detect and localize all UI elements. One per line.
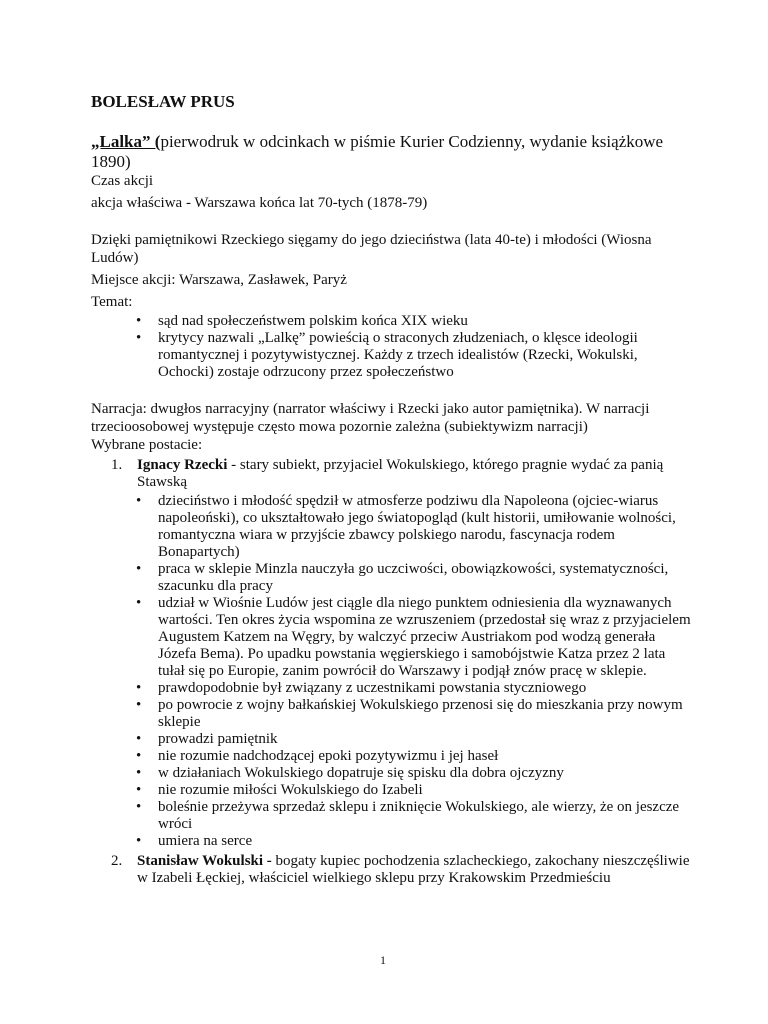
theme-label: Temat: [91,294,133,310]
character-number: 2. [111,853,123,869]
work-lead [91,132,691,172]
character-description: - stary subiekt, przyjaciel Wokulskiego, którego pragnie wydać za panią Stawską [137,457,664,490]
character-name: Ignacy Rzecki [137,457,228,473]
spacer [91,381,691,400]
characters-label: Wybrane postacie: [91,437,203,453]
place-line: Miejsce akcji: Warszawa, Zasławek, Paryż [91,272,347,288]
trait-item: • udział w Wiośnie Ludów jest ciągle dla niego punktem odniesienia dla wyznawanych wartości. Ten okres życia wspomina ze wzruszeniem (przedostał się wraz z przyjacielem Augustem Katzem na Węgry, by walczyć przeciw Austriakom pod wodzą generała Józefa Bema). Po upadku powstania węgierskiego i samobójstwie Katza przez 2 lata tułał się po Europie, zanim powrócił do Warszawy i podjął znów pracę w sklepie. [158,595,691,680]
trait-item: • praca w sklepie Minzla nauczyła go uczciwości, obowiązkowości, systematyczności, szacunku dla pracy [158,561,691,595]
trait-item: • prowadzi pamiętnik [158,731,691,748]
document-page [91,92,691,887]
characters-list [91,457,691,887]
work-title: „Lalka” ( [91,132,161,151]
trait-item: • umiera na serce [158,833,691,850]
theme-item: • krytycy nazwali „Lalkę” powieścią o straconych złudzeniach, o klęsce ideologii romantycznej i pozytywistycznej. Każdy z trzech idealistów (Rzecki, Wokulski, Ochocki) zostaje odrzucony przez społeczeństwo [158,330,691,381]
character-traits [137,493,691,850]
time-label: Czas akcji [91,173,154,189]
theme-list [91,313,691,381]
character-number: 1. [111,457,123,473]
character-entry [111,853,691,887]
trait-item: • w działaniach Wokulskiego dopatruje się spisku dla dobra ojczyzny [158,765,691,782]
trait-item: • dzieciństwo i młodość spędził w atmosferze podziwu dla Napoleona (ojciec-wiarus napoleoński), co ukształtowało jego światopogląd (kult historii, umiłowanie wolności, romantyczna wiara w przyjście zbawcy polskiego narodu, fascynacja rodem Bonapartych) [158,493,691,561]
trait-item: • nie rozumie miłości Wokulskiego do Izabeli [158,782,691,799]
trait-item: • boleśnie przeżywa sprzedaż sklepu i zniknięcie Wokulskiego, ale wierzy, że on jeszcze wróci [158,799,691,833]
page-number: 1 [380,953,386,967]
author-title: BOLESŁAW PRUS [91,92,235,111]
character-name: Stanisław Wokulski - [137,853,272,869]
trait-item: • nie rozumie nadchodzącej epoki pozytywizmu i jej haseł [158,748,691,765]
trait-item: • prawdopodobnie był związany z uczestnikami powstania styczniowego [158,680,691,697]
spacer [91,212,691,231]
theme-item: • sąd nad społeczeństwem polskim końca XIX wieku [158,313,691,330]
trait-item: • po powrocie z wojny bałkańskiej Wokulskiego przenosi się do mieszkania przy nowym sklepie [158,697,691,731]
work-publication-note: pierwodruk w odcinkach w piśmie Kurier Codzienny, wydanie książkowe 1890) [91,132,664,171]
diary-paragraph: Dzięki pamiętnikowi Rzeckiego sięgamy do jego dzieciństwa (lata 40-te) i młodości (Wiosna Ludów) [91,232,652,266]
character-entry [111,457,691,850]
time-value: akcja właściwa - Warszawa końca lat 70-tych (1878-79) [91,195,428,211]
character-description: bogaty kupiec pochodzenia szlacheckiego, zakochany nieszczęśliwie w Izabeli Łęckiej, właściciel wielkiego sklepu przy Krakowskim Przedmieściu [137,853,690,886]
narration-paragraph: Narracja: dwugłos narracyjny (narrator właściwy i Rzecki jako autor pamiętnika). W narracji trzecioosobowej występuje często mowa pozornie zależna (subiektywizm narracji) [91,401,650,435]
